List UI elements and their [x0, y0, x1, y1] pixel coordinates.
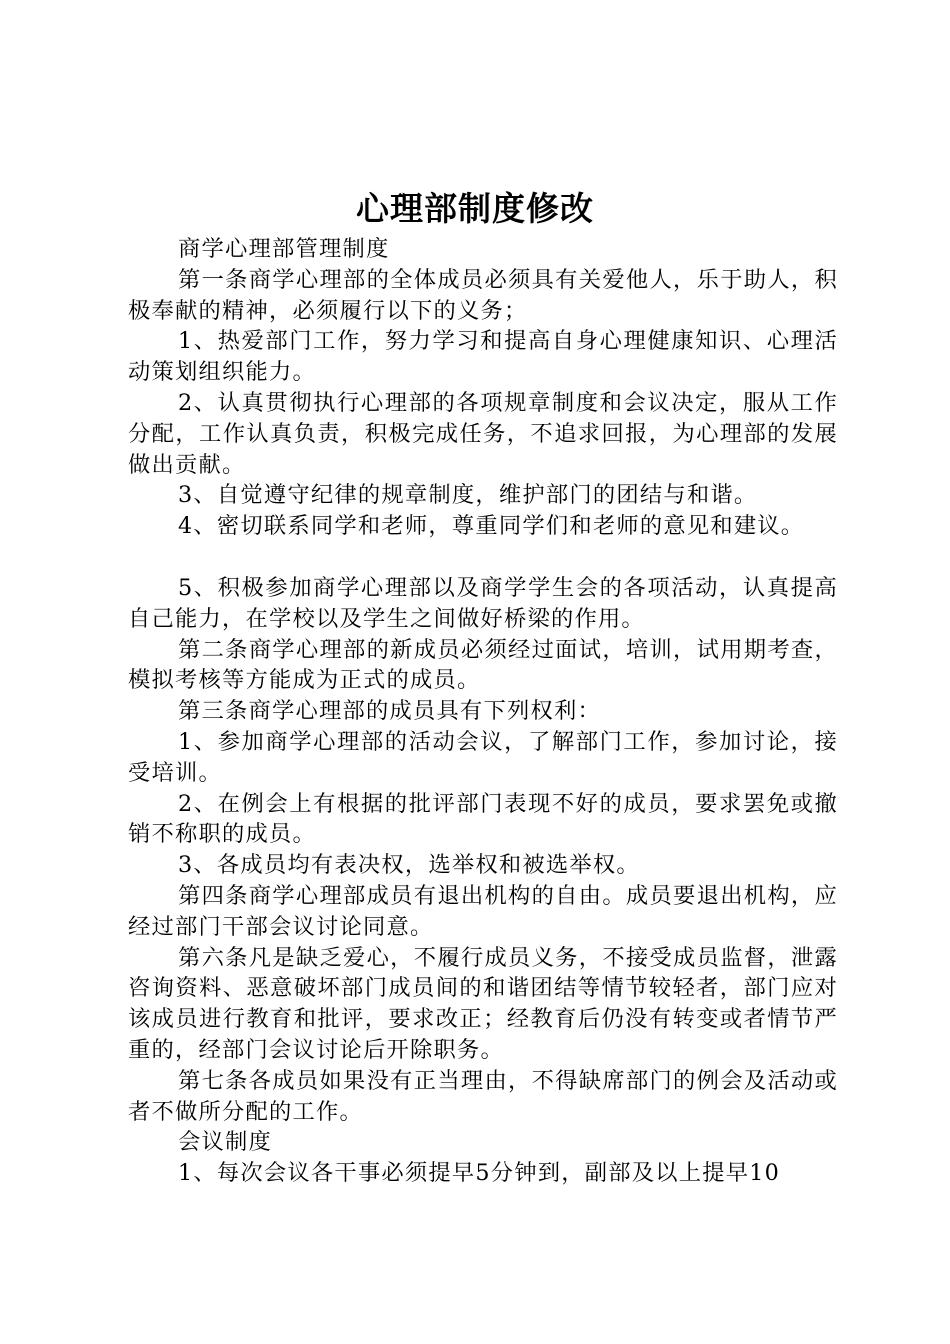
- article-2: 第二条商学心理部的新成员必须经过面试，培训，试用期考查，模拟考核等方能成为正式的成员。: [128, 636, 838, 694]
- article-6: 第六条凡是缺乏爱心，不履行成员义务，不接受成员监督，泄露咨询资料、恶意破坏部门成员间的和谐团结等情节较轻者，部门应对该成员进行教育和批评，要求改正；经教育后仍没有转变或者情节严重的，经部门会议讨论后开除职务。: [128, 944, 838, 1063]
- section-heading-management: 商学心理部管理制度: [178, 236, 390, 262]
- article-7: 第七条各成员如果没有正当理由，不得缺席部门的例会及活动或者不做所分配的工作。: [128, 1067, 838, 1125]
- section-heading-meeting: 会议制度: [178, 1129, 272, 1156]
- article-3-item-2: 2、在例会上有根据的批评部门表现不好的成员，要求罢免或撤销不称职的成员。: [128, 790, 838, 848]
- article-3: 第三条商学心理部的成员具有下列权利：: [178, 698, 601, 725]
- article-1-item-2: 2、认真贯彻执行心理部的各项规章制度和会议决定，服从工作分配，工作认真负责，积极完成任务，不追求回报，为心理部的发展做出贡献。: [128, 389, 838, 478]
- article-1: 第一条商学心理部的全体成员必须具有关爱他人，乐于助人，积极奉献的精神，必须履行以下的义务；: [128, 266, 838, 324]
- article-3-item-1: 1、参加商学心理部的活动会议，了解部门工作，参加讨论，接受培训。: [128, 728, 838, 786]
- article-1-item-1: 1、热爱部门工作，努力学习和提高自身心理健康知识、心理活动策划组织能力。: [128, 328, 838, 386]
- blank-line: [128, 542, 838, 573]
- article-3-item-3: 3、各成员均有表决权，选举权和被选举权。: [178, 852, 640, 879]
- article-4: 第四条商学心理部成员有退出机构的自由。成员要退出机构，应经过部门干部会议讨论同意。: [128, 882, 838, 940]
- document-body: [128, 234, 838, 1189]
- article-1-item-3: 3、自觉遵守纪律的规章制度，维护部门的团结与和谐。: [178, 482, 758, 509]
- article-1-item-5: 5、积极参加商学心理部以及商学学生会的各项活动，认真提高自己能力，在学校以及学生之间做好桥梁的作用。: [128, 574, 838, 632]
- document-title: 心理部制度修改: [356, 189, 594, 228]
- article-1-item-4: 4、密切联系同学和老师，尊重同学们和老师的意见和建议。: [178, 513, 805, 540]
- meeting-item-1: 1、每次会议各干事必须提早5分钟到，副部及以上提早10: [178, 1160, 780, 1187]
